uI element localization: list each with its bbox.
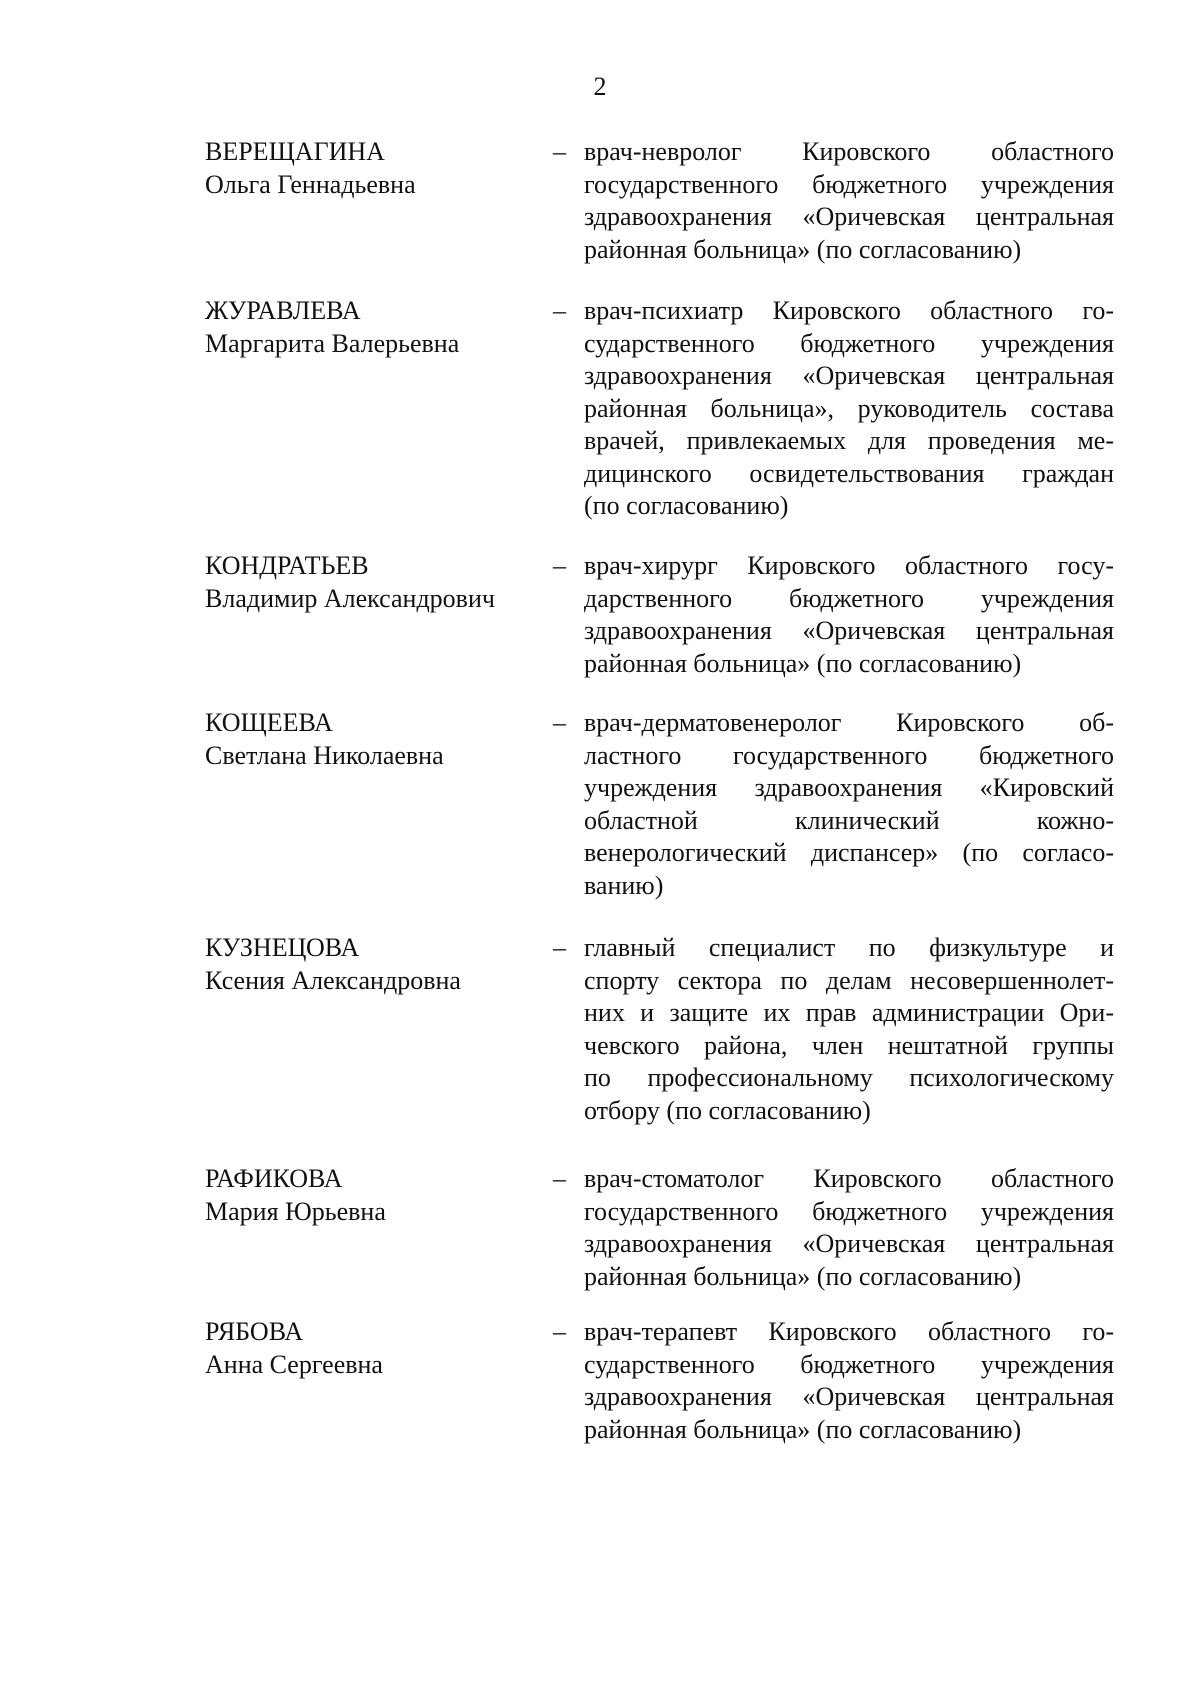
entry-dash: – <box>553 137 566 166</box>
position-line: чевского района, член нештатной группы <box>584 1030 1114 1060</box>
position-line: них и защите их прав администрации Ори- <box>584 998 1114 1027</box>
member-given-names: Ольга Геннадьевна <box>205 169 416 199</box>
position-line: ластного государственного бюджетного <box>584 740 1114 770</box>
member-given-names: Ксения Александровна <box>205 965 461 995</box>
member-surname: РАФИКОВА <box>205 1164 343 1193</box>
position-line: (по согласованию) <box>584 491 789 520</box>
member-given-names: Анна Сергеевна <box>205 1349 383 1379</box>
position-line: сударственного бюджетного учреждения <box>584 1349 1114 1379</box>
member-position <box>584 136 1114 266</box>
position-line: врач-хирург Кировского областного госу- <box>584 551 1114 580</box>
member-position <box>584 707 1114 902</box>
member-surname: КОНДРАТЬЕВ <box>205 551 369 580</box>
member-name <box>205 550 535 615</box>
position-line: учреждения здравоохранения «Кировский <box>584 773 1114 802</box>
member-position <box>584 932 1114 1127</box>
entry-dash: – <box>553 708 566 737</box>
position-line: дарственного бюджетного учреждения <box>584 583 1114 613</box>
position-line: врач-невролог Кировского областного <box>584 137 1114 166</box>
position-line: врач-психиатр Кировского областного го- <box>584 296 1114 325</box>
position-line: врач-стоматолог Кировского областного <box>584 1164 1114 1193</box>
page-number: 2 <box>593 72 607 101</box>
member-position <box>584 1316 1114 1446</box>
position-line: врачей, привлекаемых для проведения ме- <box>584 426 1114 455</box>
member-surname: ВЕРЕЩАГИНА <box>205 137 385 166</box>
position-line: здравоохранения «Оричевская центральная <box>584 202 1114 231</box>
member-name <box>205 1316 535 1381</box>
position-line: здравоохранения «Оричевская центральная <box>584 616 1114 645</box>
member-surname: КОЩЕЕВА <box>205 708 333 737</box>
position-line: районная больница», руководитель состава <box>584 393 1114 423</box>
member-given-names: Светлана Николаевна <box>205 740 444 770</box>
member-position <box>584 295 1114 523</box>
position-line: дицинского освидетельствования граждан <box>584 458 1114 488</box>
position-line: спорту сектора по делам несовершеннолет- <box>584 965 1114 995</box>
position-line: главный специалист по физкультуре и <box>584 933 1114 962</box>
position-line: здравоохранения «Оричевская центральная <box>584 361 1114 390</box>
member-name <box>205 707 535 772</box>
position-line: районная больница» (по согласованию) <box>584 234 1022 264</box>
entry-dash: – <box>553 551 566 580</box>
member-given-names: Владимир Александрович <box>205 583 495 613</box>
entry-dash: – <box>553 1317 566 1346</box>
position-line: государственного бюджетного учреждения <box>584 169 1114 199</box>
member-name <box>205 295 535 360</box>
position-line: венерологический диспансер» (по согласо- <box>584 838 1114 867</box>
entry-dash: – <box>553 1164 566 1193</box>
member-surname: ЖУРАВЛЕВА <box>205 296 361 325</box>
position-line: здравоохранения «Оричевская центральная <box>584 1229 1114 1258</box>
position-line: врач-дерматовенеролог Кировского об- <box>584 708 1114 737</box>
position-line: районная больница» (по согласованию) <box>584 1261 1022 1291</box>
position-line: здравоохранения «Оричевская центральная <box>584 1382 1114 1411</box>
entry-dash: – <box>553 296 566 325</box>
member-position <box>584 550 1114 680</box>
position-line: районная больница» (по согласованию) <box>584 648 1022 678</box>
position-line: государственного бюджетного учреждения <box>584 1196 1114 1226</box>
position-line: районная больница» (по согласованию) <box>584 1414 1022 1444</box>
member-name <box>205 932 535 997</box>
member-name <box>205 136 535 201</box>
position-line: ванию) <box>584 870 664 900</box>
position-line: отбору (по согласованию) <box>584 1095 871 1125</box>
member-given-names: Маргарита Валерьевна <box>205 328 460 358</box>
member-name <box>205 1163 535 1228</box>
member-surname: РЯБОВА <box>205 1317 304 1346</box>
position-line: областной клинический кожно- <box>584 805 1114 835</box>
member-given-names: Мария Юрьевна <box>205 1196 386 1226</box>
member-surname: КУЗНЕЦОВА <box>205 933 360 962</box>
entry-dash: – <box>553 933 566 962</box>
member-position <box>584 1163 1114 1293</box>
position-line: по профессиональному психологическому <box>584 1063 1114 1092</box>
position-line: врач-терапевт Кировского областного го- <box>584 1317 1114 1346</box>
position-line: сударственного бюджетного учреждения <box>584 328 1114 358</box>
